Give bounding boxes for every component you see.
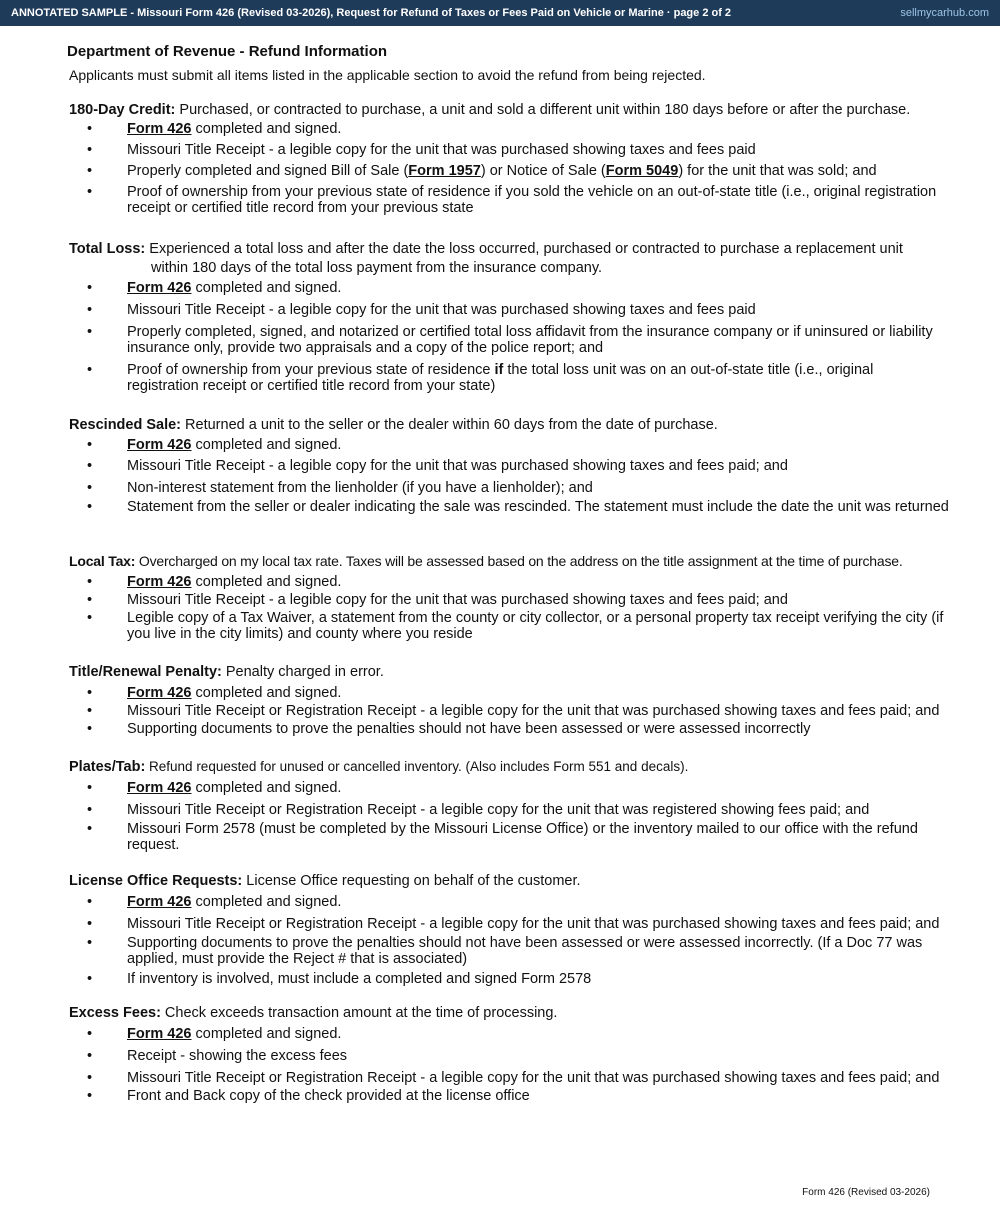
section-label: License Office Requests: <box>69 873 243 889</box>
form-426-link[interactable]: Form 426 <box>127 780 192 796</box>
banner-site-link[interactable]: sellmycarhub.com <box>900 7 989 19</box>
section-description: License Office requesting on behalf of the customer. <box>242 873 581 889</box>
section-description: Returned a unit to the seller or the dealer within 60 days from the date of purchase. <box>181 417 718 433</box>
form-426-link[interactable]: Form 426 <box>127 685 192 701</box>
form-426-link[interactable]: Form 426 <box>127 1026 192 1042</box>
section-description-continued: within 180 days of the total loss payment from the insurance company. <box>151 260 603 276</box>
list-item: • Legible copy of a Tax Waiver, a statement from the county or city collector, or a personal property tax receipt verifying the city (if you live in the city limits) and county where you reside <box>69 610 949 642</box>
section-plates-tab <box>69 757 949 853</box>
list-item: • Missouri Title Receipt - a legible copy for the unit that was purchased showing taxes and fees paid <box>69 142 949 158</box>
section-description: Overcharged on my local tax rate. Taxes will be assessed based on the address on the title assignment at the time of purchase. <box>135 553 903 569</box>
list-item: • Missouri Title Receipt or Registration Receipt - a legible copy for the unit that was registered showing fees paid; and <box>69 802 949 818</box>
list-item: • Missouri Title Receipt or Registration Receipt - a legible copy for the unit that was purchased showing taxes and fees paid; and <box>69 1070 949 1086</box>
section-description: Purchased, or contracted to purchase, a unit and sold a different unit within 180 days before or after the purchase. <box>175 102 911 118</box>
section-label: Title/Renewal Penalty: <box>69 664 222 680</box>
form-5049-link[interactable]: Form 5049 <box>605 163 679 179</box>
list-item: • Form 426 completed and signed. <box>69 1026 949 1042</box>
list-item: • Supporting documents to prove the penalties should not have been assessed or were assessed incorrectly. (If a Doc 77 was applied, must provide the Reject # that is associated) <box>69 935 949 967</box>
form-426-link[interactable]: Form 426 <box>127 280 192 296</box>
section-label: Local Tax: <box>69 553 136 569</box>
section-label: Plates/Tab: <box>69 759 146 775</box>
section-heading <box>69 872 949 891</box>
list-item: • Properly completed, signed, and notarized or certified total loss affidavit from the insurance company or if uninsured or liability insurance only, provide two appraisals and a copy of the police report; and <box>69 324 949 356</box>
list-item: • Proof of ownership from your previous state of residence if you sold the vehicle on an out-of-state title (i.e., original registration receipt or certified title record from your previous state <box>69 184 949 216</box>
form-1957-link[interactable]: Form 1957 <box>408 163 481 179</box>
list-item: • Missouri Title Receipt - a legible copy for the unit that was purchased showing taxes and fees paid; and <box>69 592 949 608</box>
list-item: • Statement from the seller or dealer indicating the sale was rescinded. The statement must include the date the unit was returned <box>69 499 949 515</box>
list-item: • Properly completed and signed Bill of Sale (Form 1957) or Notice of Sale (Form 5049) for the unit that was sold; and <box>69 163 949 179</box>
section-heading <box>69 240 949 278</box>
list-item: • Missouri Title Receipt or Registration Receipt - a legible copy for the unit that was purchased showing taxes and fees paid; and <box>69 916 949 932</box>
list-item: • Missouri Title Receipt - a legible copy for the unit that was purchased showing taxes and fees paid; and <box>69 458 949 474</box>
section-excess-fees <box>69 1004 949 1104</box>
list-item: • If inventory is involved, must include a completed and signed Form 2578 <box>69 971 949 987</box>
list-item: • Form 426 completed and signed. <box>69 280 949 296</box>
list-item: • Missouri Title Receipt - a legible copy for the unit that was purchased showing taxes and fees paid <box>69 302 949 318</box>
section-180-day-credit <box>69 101 949 216</box>
form-426-link[interactable]: Form 426 <box>127 437 192 453</box>
intro-text: Applicants must submit all items listed in the applicable section to avoid the refund from being rejected. <box>69 67 706 83</box>
section-heading <box>69 1004 949 1023</box>
list-item: • Missouri Form 2578 (must be completed by the Missouri License Office) or the inventory mailed to our office with the refund request. <box>69 821 949 853</box>
form-426-link[interactable]: Form 426 <box>127 894 192 910</box>
list-item: • Supporting documents to prove the penalties should not have been assessed or were assessed incorrectly <box>69 721 949 737</box>
list-item: • Non-interest statement from the lienholder (if you have a lienholder); and <box>69 480 949 496</box>
section-heading <box>69 663 949 682</box>
section-heading <box>69 416 949 435</box>
form-426-link[interactable]: Form 426 <box>127 121 192 137</box>
banner-title: ANNOTATED SAMPLE - Missouri Form 426 (Revised 03-2026), Request for Refund of Taxes or Fees Paid on Vehicle or Marine · page 2 of 2 <box>11 7 732 19</box>
section-license-office-requests <box>69 872 949 987</box>
form-footer: Form 426 (Revised 03-2026) <box>802 1187 930 1198</box>
list-item: • Proof of ownership from your previous state of residence if the total loss unit was on an out-of-state title (i.e., original registration receipt or certified title record from your state) <box>69 362 949 394</box>
list-item: • Form 426 completed and signed. <box>69 437 949 453</box>
section-heading <box>69 757 949 777</box>
section-label: Total Loss: <box>69 241 146 257</box>
section-description: Check exceeds transaction amount at the time of processing. <box>160 1005 558 1021</box>
section-heading <box>69 552 949 571</box>
page-title: Department of Revenue - Refund Information <box>67 43 388 60</box>
list-item: • Missouri Title Receipt or Registration Receipt - a legible copy for the unit that was purchased showing taxes and fees paid; and <box>69 703 949 719</box>
section-heading <box>69 101 949 120</box>
section-label: Rescinded Sale: <box>69 417 182 433</box>
section-label: Excess Fees: <box>69 1005 161 1021</box>
list-item: • Form 426 completed and signed. <box>69 574 949 590</box>
list-item: • Form 426 completed and signed. <box>69 894 949 910</box>
section-description: Penalty charged in error. <box>221 664 384 680</box>
section-rescinded-sale <box>69 416 949 515</box>
list-item: • Receipt - showing the excess fees <box>69 1048 949 1064</box>
section-description: Experienced a total loss and after the date the loss occurred, purchased or contracted to purchase a replacement unit <box>145 241 903 257</box>
list-item: • Front and Back copy of the check provided at the license office <box>69 1088 949 1104</box>
list-item: • Form 426 completed and signed. <box>69 685 949 701</box>
section-total-loss <box>69 240 949 394</box>
annotation-banner <box>0 0 1000 26</box>
form-426-link[interactable]: Form 426 <box>127 574 192 590</box>
section-title-renewal-penalty <box>69 663 949 737</box>
list-item: • Form 426 completed and signed. <box>69 780 949 796</box>
section-description: Refund requested for unused or cancelled inventory. (Also includes Form 551 and decals). <box>145 759 689 774</box>
section-local-tax <box>69 552 949 642</box>
list-item: • Form 426 completed and signed. <box>69 121 949 137</box>
section-label: 180-Day Credit: <box>69 102 176 118</box>
